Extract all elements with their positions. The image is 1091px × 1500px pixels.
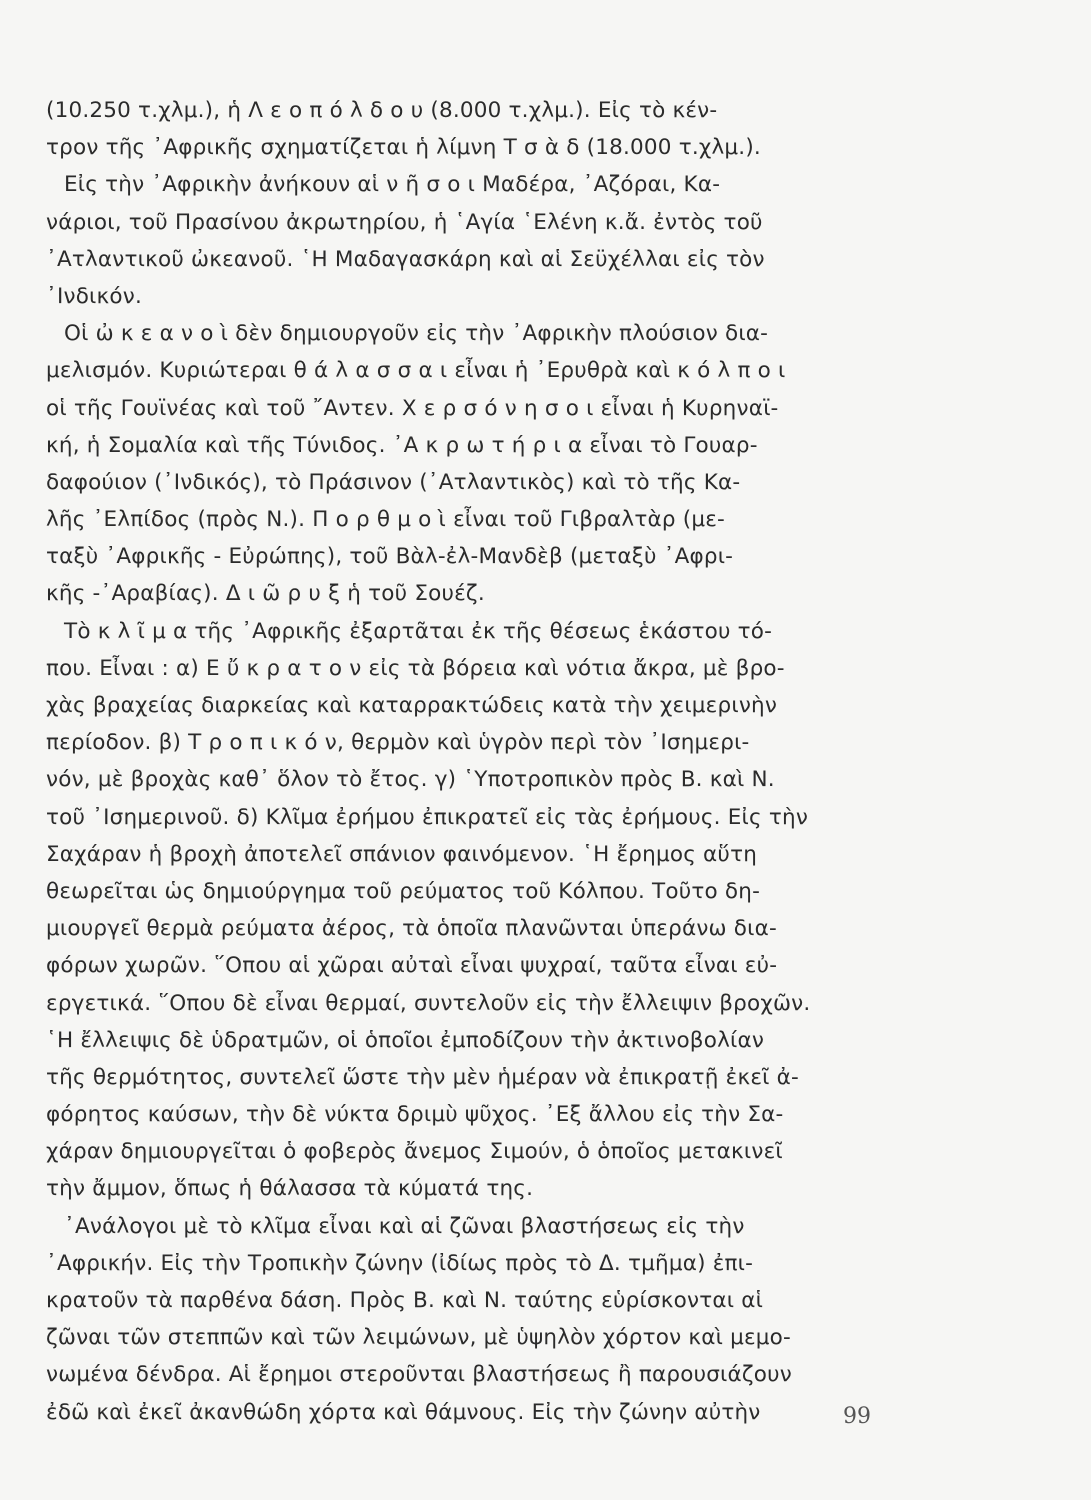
text-line: ῾Η ἔλλειψις δὲ ὑδρατμῶν, οἱ ὁποῖοι ἐμποδίζουν τὴν ἀκτινοβολίαν — [46, 1027, 765, 1053]
text-line: μελισμόν. Κυριώτεραι θ ά λ α σ σ α ι εἶναι ἡ ᾿Ερυθρὰ καὶ κ ό λ π ο ι — [46, 358, 786, 384]
text-line: νωμένα δένδρα. Αἱ ἔρημοι στεροῦνται βλαστήσεως ἢ παρουσιάζουν — [46, 1362, 792, 1388]
text-line: εργετικά. ῞Οπου δὲ εἶναι θερμαί, συντελοῦν εἰς τὴν ἔλλειψιν βροχῶν. — [46, 990, 811, 1016]
text-line: Σαχάραν ἡ βροχὴ ἀποτελεῖ σπάνιον φαινόμενον. ῾Η ἔρημος αὕτη — [46, 841, 758, 867]
text-line: φόρων χωρῶν. ῞Οπου αἱ χῶραι αὐταὶ εἶναι ψυχραί, ταῦτα εἶναι εὐ- — [46, 953, 778, 979]
text-line: τὴν ἄμμον, ὅπως ἡ θάλασσα τὰ κύματά της. — [46, 1176, 534, 1202]
text-line: θεωρεῖται ὡς δημιούργημα τοῦ ρεύματος τοῦ Κόλπου. Τοῦτο δη- — [46, 878, 761, 904]
text-line: ᾿Ανάλογοι μὲ τὸ κλῖμα εἶναι καὶ αἱ ζῶναι βλαστήσεως εἰς τὴν — [64, 1213, 745, 1239]
text-line: Εἰς τὴν ᾿Αφρικὴν ἀνήκουν αἱ ν ῆ σ ο ι Μαδέρα, ᾿Αζόραι, Κα- — [64, 172, 721, 198]
text-line: Τὸ κ λ ῖ μ α τῆς ᾿Αφρικῆς ἐξαρτᾶται ἐκ τῆς θέσεως ἑκάστου τό- — [64, 618, 773, 644]
text-line: ζῶναι τῶν στεππῶν καὶ τῶν λειμώνων, μὲ ὑψηλὸν χόρτον καὶ μεμο- — [46, 1325, 791, 1351]
text-line: ἐδῶ καὶ ἐκεῖ ἀκανθώδη χόρτα καὶ θάμνους. Εἰς τὴν ζώνην αὐτὴν — [46, 1399, 761, 1425]
text-line: κῆς -᾿Αραβίας). Δ ι ῶ ρ υ ξ ἡ τοῦ Σουέζ. — [46, 581, 485, 607]
text-line: χὰς βραχείας διαρκείας καὶ καταρρακτώδεις κατὰ τὴν χειμερινὴν — [46, 693, 778, 718]
text-line: κή, ἡ Σομαλία καὶ τῆς Τύνιδος. ᾿Α κ ρ ω τ ή ρ ι α εἶναι τὸ Γουαρ- — [46, 432, 758, 458]
text-line: περίοδον. β) Τ ρ ο π ι κ ό ν, θερμὸν καὶ ὑγρὸν περὶ τὸν ᾿Ισημερι- — [46, 730, 750, 756]
text-line: λῆς ᾿Ελπίδος (πρὸς Ν.). Π ο ρ θ μ ο ὶ εἶναι τοῦ Γιβραλτὰρ (με- — [46, 507, 725, 533]
text-line: χάραν δημιουργεῖται ὁ φοβερὸς ἄνεμος Σιμούν, ὁ ὁποῖος μετακινεῖ — [46, 1139, 783, 1165]
text-line: ᾿Ινδικόν. — [46, 283, 142, 309]
text-line: ταξὺ ᾿Αφρικῆς - Εὐρώπης), τοῦ Βὰλ-ἐλ-Μανδὲβ (μεταξὺ ᾿Αφρι- — [46, 544, 734, 570]
body-text — [46, 92, 882, 1431]
text-line: τρον τῆς ᾿Αφρικῆς σχηματίζεται ἡ λίμνη Τ σ ὰ δ (18.000 τ.χλμ.). — [46, 135, 761, 161]
text-line: κρατοῦν τὰ παρθένα δάση. Πρὸς Β. καὶ Ν. ταύτης εὑρίσκονται αἱ — [46, 1288, 764, 1313]
text-line: που. Εἶναι : α) Ε ὔ κ ρ α τ ο ν εἰς τὰ βόρεια καὶ νότια ἄκρα, μὲ βρο- — [46, 655, 785, 681]
text-line: τοῦ ᾿Ισημερινοῦ. δ) Κλῖμα ἐρήμου ἐπικρατεῖ εἰς τὰς ἐρήμους. Εἰς τὴν — [46, 804, 809, 830]
text-line: νόν, μὲ βροχὰς καθ᾿ ὅλον τὸ ἔτος. γ) ῾Υποτροπικὸν πρὸς Β. καὶ Ν. — [46, 767, 775, 793]
text-line: ᾿Ατλαντικοῦ ὠκεανοῦ. ῾Η Μαδαγασκάρη καὶ αἱ Σεϋχέλλαι εἰς τὸν — [46, 246, 765, 272]
text-line: Οἱ ὠ κ ε α ν ο ὶ δὲν δημιουργοῦν εἰς τὴν ᾿Αφρικὴν πλούσιον δια- — [64, 321, 769, 347]
text-line: ᾿Αφρικήν. Εἰς τὴν Τροπικὴν ζώνην (ἰδίως πρὸς τὸ Δ. τμῆμα) ἐπι- — [46, 1250, 754, 1276]
text-line: (10.250 τ.χλμ.), ἡ Λ ε ο π ό λ δ ο υ (8.000 τ.χλμ.). Εἰς τὸ κέν- — [46, 98, 718, 123]
text-line: νάριοι, τοῦ Πρασίνου ἀκρωτηρίου, ἡ ῾Αγία ῾Ελένη κ.ἄ. ἐντὸς τοῦ — [46, 209, 763, 235]
text-line: μιουργεῖ θερμὰ ρεύματα ἀέρος, τὰ ὁποῖα πλανῶνται ὑπεράνω δια- — [46, 916, 777, 942]
text-line: φόρητος καύσων, τὴν δὲ νύκτα δριμὺ ψῦχος. ᾿Εξ ἄλλου εἰς τὴν Σα- — [46, 1102, 784, 1128]
text-line: δαφούιον (᾿Ινδικός), τὸ Πράσινον (᾿Ατλαντικὸς) καὶ τὸ τῆς Κα- — [46, 469, 741, 495]
text-line: οἱ τῆς Γουϊνέας καὶ τοῦ ῎Αντεν. Χ ε ρ σ ό ν η σ ο ι εἶναι ἡ Κυρηναϊ- — [46, 395, 779, 421]
text-line: τῆς θερμότητος, συντελεῖ ὥστε τὴν μὲν ἡμέραν νὰ ἐπικρατῇ ἐκεῖ ἀ- — [46, 1064, 800, 1090]
page-number: 99 — [843, 1404, 871, 1429]
